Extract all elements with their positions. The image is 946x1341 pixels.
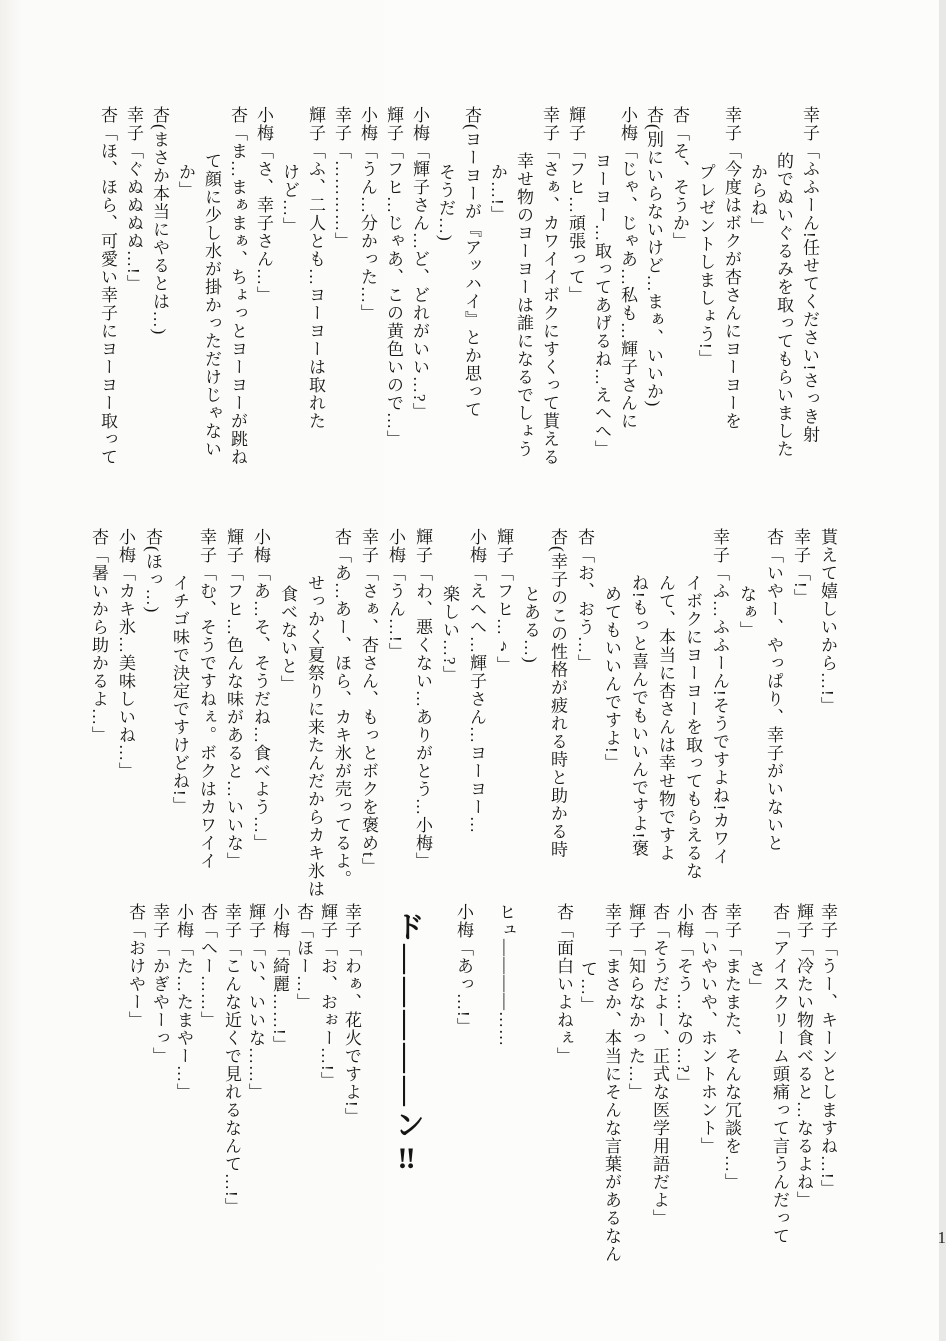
script-line: 輝子「お、おぉー…!」 <box>318 903 337 1090</box>
script-line: めてもいいんですよ!」 <box>602 585 621 772</box>
script-line: 杏(まさか本当にやるとは…) <box>150 106 169 336</box>
sfx-line: ヒュ――――…… <box>496 903 515 1047</box>
script-line: 小梅「あ…そ、そうだね…食べよう…」 <box>251 528 270 852</box>
script-line: 杏「ほー…」 <box>294 903 313 1011</box>
script-line: 幸子「ぐぬぬぬぬ…!」 <box>124 106 143 293</box>
script-line: 幸せ物のヨーヨーは誰になるでしょう <box>514 152 533 458</box>
script-line: 杏「暑いから助かるよ…」 <box>89 528 108 744</box>
script-line: 杏(別にいらないけど…まぁ、いいか) <box>644 106 663 408</box>
script-line: 幸子「かぎやーっ」 <box>150 903 169 1065</box>
script-line: 幸子「うー、キーンとしますね…!」 <box>818 903 837 1198</box>
script-line: 幸子「さぁ、杏さん、もっとボクを褒めt」 <box>359 528 378 876</box>
script-line: 杏「あ…あー、ほら、カキ氷が売ってるよ。 <box>332 528 351 888</box>
script-line: 小梅「えへへ…輝子さん…ヨーヨー… <box>467 528 486 834</box>
script-line: 杏(幸子のこの性格が疲れる時と助かる時 <box>548 528 567 859</box>
script-line: 杏「へー……」 <box>198 903 217 1029</box>
script-line: とある…) <box>521 585 540 664</box>
script-line: 幸子「ふふーん!任せてください!さっき射 <box>800 106 819 444</box>
script-line: けど…」 <box>280 163 299 235</box>
script-line: 小梅「あっ…!」 <box>454 903 473 1036</box>
script-line: 杏「ほ、ほら、可愛い幸子にヨーヨー取って <box>98 106 117 466</box>
dialogue-block-middle <box>85 528 841 968</box>
script-line: 小梅「そう…なの…?」 <box>674 903 693 1092</box>
script-line: 小梅「輝子さん…ど、どれがいい…?」 <box>410 106 429 421</box>
script-line: 杏(ヨーヨーが『アッハイ』とか思って <box>462 106 481 419</box>
script-line: 幸子「さぁ、カワイイボクにすくって貰える <box>540 106 559 466</box>
script-line: 小梅「カキ氷…美味しいね…」 <box>116 528 135 780</box>
script-line: さ」 <box>746 960 765 996</box>
script-line: 幸子「こんな近くで見れるなんて…!」 <box>222 903 241 1216</box>
script-line: か」 <box>176 163 195 199</box>
script-line: 杏「ま…まぁまぁ、ちょっとヨーヨーが跳ね <box>228 106 247 466</box>
script-line: 幸子「わぁ、花火ですよ!」 <box>342 903 361 1126</box>
script-line: んて、本当に杏さんは幸せ物ですよ <box>656 574 675 862</box>
script-line: 輝子「わ、悪くない…ありがとう…小梅」 <box>413 528 432 870</box>
script-line: ヨーヨー…取ってあげるね…えへへ」 <box>592 152 611 458</box>
script-line: 幸子「今度はボクが杏さんにヨーヨーを <box>722 106 741 430</box>
sfx-line: ド―――――ン‼ <box>390 911 423 1178</box>
script-line: 杏「そうだよー、正式な医学用語だよ」 <box>650 903 669 1227</box>
script-line: 輝子「冷たい物食べると…なるよね」 <box>794 903 813 1209</box>
script-line: 幸子「!」 <box>791 528 810 607</box>
dialogue-block-bottom <box>123 903 839 1333</box>
dialogue-block-top <box>94 106 822 576</box>
script-line: 小梅「じゃ、じゃあ…私も…輝子さんに <box>618 106 637 430</box>
script-line: 杏「いやー、やっぱり、幸子がいないと <box>764 528 783 852</box>
script-line: 輝子「い、いいな……」 <box>246 903 265 1101</box>
script-line: プレゼントしましょう!」 <box>696 163 715 368</box>
script-line: 貰えて嬉しいから…!」 <box>818 528 837 715</box>
script-line: イボクにヨーヨーを取ってもらえるな <box>683 574 702 880</box>
script-line: 幸子「ふ…ふふーん!そうですよね!カワイ <box>710 528 729 866</box>
script-line: 輝子「知らなかった…」 <box>626 903 645 1101</box>
script-line: 輝子「フヒ…頑張って」 <box>566 106 585 304</box>
script-line: 幸子「…………」 <box>332 106 351 250</box>
script-line: 杏「お、おう…」 <box>575 528 594 672</box>
script-line: 食べないと」 <box>278 585 297 693</box>
script-line: 幸子「またまた、そんな冗談を…」 <box>722 903 741 1191</box>
script-line: て顔に少し水が掛かっただけじゃない <box>202 152 221 458</box>
script-line: 的でぬいぐるみを取ってもらいました <box>774 152 793 458</box>
script-line: 杏「おけやー」 <box>126 903 145 1029</box>
script-line: 楽しい…?」 <box>440 585 459 684</box>
script-line: 杏「いやいや、ホントホント」 <box>698 903 717 1155</box>
script-line: なぁ」 <box>737 585 756 639</box>
script-line: 輝子「ふ、二人とも…ヨーヨーは取れた <box>306 106 325 430</box>
script-line: イチゴ味で決定ですけどね!」 <box>170 574 189 815</box>
script-line: 小梅「綺麗……!」 <box>270 903 289 1054</box>
script-line: か…!」 <box>488 163 507 224</box>
script-line: 小梅「さ、幸子さん…」 <box>254 106 273 304</box>
script-line: 輝子「フヒ…じゃあ、この黄色いので…」 <box>384 106 403 448</box>
script-line: 輝子「フヒ…色んな味があると…いいな」 <box>224 528 243 870</box>
script-line: ね!もっと喜んでもいいんですよ!褒 <box>629 574 648 858</box>
script-line: せっかく夏祭りに来たんだからカキ氷は <box>305 574 324 898</box>
page-number: 1 <box>937 1228 946 1247</box>
script-line: 杏「アイスクリーム頭痛って言うんだって <box>770 903 789 1245</box>
script-line: 小梅「た…たまやー…」 <box>174 903 193 1101</box>
script-line: 幸子「まさか、本当にそんな言葉があるなん <box>602 903 621 1263</box>
script-line: 小梅「うん…!」 <box>386 528 405 661</box>
script-line: 杏「面白いよねぇ」 <box>554 903 573 1065</box>
script-line: からね」 <box>748 163 767 235</box>
script-line: 杏「そ、そうか」 <box>670 106 689 250</box>
script-line: 幸子「む、そうですねぇ。ボクはカワイイ <box>197 528 216 870</box>
script-line: 杏(ほっ…) <box>143 528 162 614</box>
script-line: そうだ…) <box>436 163 455 242</box>
script-line: 輝子「フヒ…♪」 <box>494 528 513 674</box>
script-line: 小梅「うん…分かった…」 <box>358 106 377 322</box>
script-line: て…」 <box>578 960 597 1014</box>
